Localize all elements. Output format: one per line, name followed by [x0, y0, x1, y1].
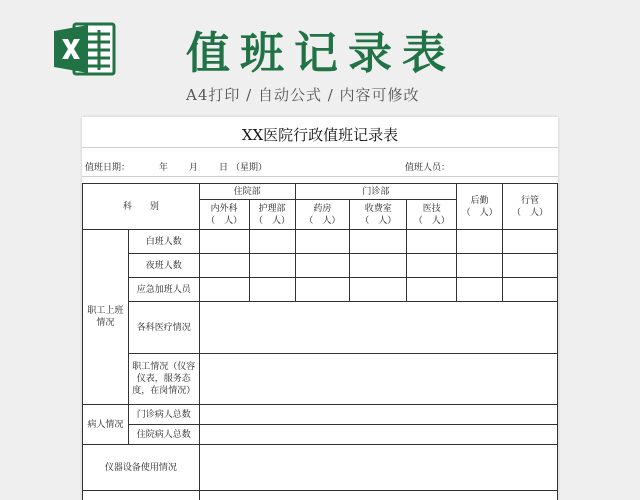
data-cell[interactable]	[199, 254, 249, 278]
pharmacy-header	[295, 200, 350, 230]
data-cell[interactable]	[199, 354, 557, 405]
gridline	[82, 176, 558, 177]
blank-cell	[83, 491, 200, 500]
data-cell[interactable]	[199, 491, 557, 500]
unit-label: （ 人）	[461, 207, 498, 218]
data-cell[interactable]	[350, 278, 407, 302]
data-cell[interactable]	[503, 278, 558, 302]
data-cell[interactable]	[199, 405, 557, 425]
data-cell[interactable]	[407, 254, 457, 278]
data-cell[interactable]	[407, 278, 457, 302]
data-cell[interactable]	[457, 230, 503, 254]
data-cell[interactable]	[199, 230, 249, 254]
data-cell[interactable]	[199, 425, 557, 445]
day-label: 日	[219, 163, 229, 173]
year-label: 年	[159, 163, 169, 173]
page-title: 值班记录表	[186, 28, 456, 79]
duty-log-table	[82, 183, 558, 500]
admin-header	[503, 184, 558, 230]
internal-surgery-label: 内外科	[210, 203, 238, 214]
logistics-header	[457, 184, 503, 230]
banner	[0, 0, 640, 118]
equipment-usage-label: 仪器设备使用情况	[83, 445, 200, 491]
data-cell[interactable]	[295, 254, 350, 278]
data-cell[interactable]	[295, 278, 350, 302]
data-cell[interactable]	[199, 278, 249, 302]
logistics-label: 后勤	[470, 195, 489, 206]
unit-label: （ 人）	[413, 215, 450, 226]
inpatient-total-label: 住院病人总数	[128, 425, 199, 445]
staff-group-label: 职工上班情况	[83, 230, 129, 405]
unit-label: （ 人）	[512, 207, 549, 218]
emergency-overtime-label: 应急加班人员	[128, 278, 199, 302]
data-cell[interactable]	[457, 254, 503, 278]
data-cell[interactable]	[249, 254, 295, 278]
data-cell[interactable]	[350, 230, 407, 254]
cashier-header	[350, 200, 407, 230]
admin-label: 行管	[521, 195, 540, 206]
unit-label: （ 人）	[360, 215, 397, 226]
data-cell[interactable]	[457, 278, 503, 302]
cashier-label: 收费室	[364, 203, 392, 214]
nursing-label: 护理部	[258, 203, 286, 214]
page-subtitle: A4打印 / 自动公式 / 内容可修改	[186, 86, 420, 104]
outpatient-dept-header: 门诊部	[295, 184, 457, 200]
data-cell[interactable]	[350, 254, 407, 278]
gridline	[82, 147, 558, 148]
weekday-label: （星期）	[231, 163, 268, 173]
excel-icon	[54, 22, 116, 76]
unit-label: （ 人）	[254, 215, 291, 226]
night-shift-label: 夜班人数	[128, 254, 199, 278]
unit-label: （ 人）	[304, 215, 341, 226]
data-cell[interactable]	[199, 302, 557, 354]
sheet-title: XX医院行政值班记录表	[241, 126, 399, 144]
medical-tech-header	[407, 200, 457, 230]
staff-status-label: 职工情况（仪容仪表，服务态度，在岗情况）	[128, 354, 199, 405]
data-cell[interactable]	[295, 230, 350, 254]
day-shift-label: 白班人数	[128, 230, 199, 254]
data-cell[interactable]	[503, 230, 558, 254]
inpatient-dept-header: 住院部	[199, 184, 295, 200]
patient-group-label: 病人情况	[83, 405, 129, 445]
spreadsheet-page	[82, 117, 558, 500]
outpatient-total-label: 门诊病人总数	[128, 405, 199, 425]
subject-header: 科 别	[83, 184, 200, 230]
date-label: 值班日期：	[85, 163, 131, 173]
data-cell[interactable]	[199, 445, 557, 491]
data-cell[interactable]	[407, 230, 457, 254]
month-label: 月	[189, 163, 199, 173]
data-cell[interactable]	[249, 230, 295, 254]
staff-label: 值班人员：	[405, 163, 451, 173]
data-cell[interactable]	[249, 278, 295, 302]
pharmacy-label: 药房	[313, 203, 332, 214]
nursing-header	[249, 200, 295, 230]
medical-tech-label: 医技	[422, 203, 441, 214]
internal-surgery-header	[199, 200, 249, 230]
unit-label: （ 人）	[206, 215, 243, 226]
dept-medical-label: 各科医疗情况	[128, 302, 199, 354]
data-cell[interactable]	[503, 254, 558, 278]
